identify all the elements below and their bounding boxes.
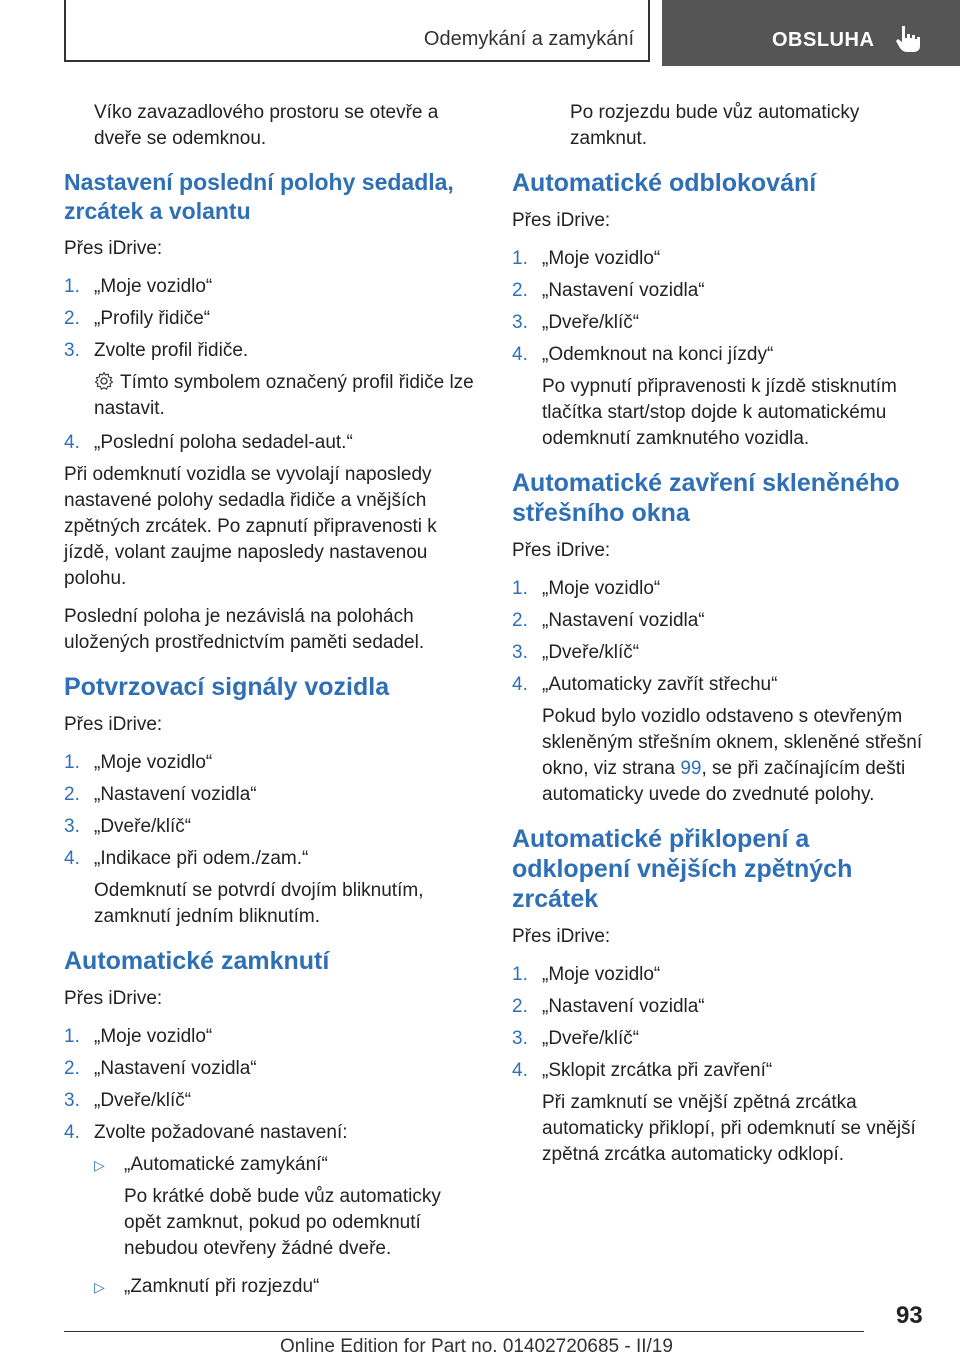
paragraph: Při odemknutí vozidla se vyvolají naposledy nastavené polohy sedadla řidiče a vnějších zpětných zrcátek. Po zapnutí připravenosti k jízdě, volant zaujme naposledy nastavenou polohu. bbox=[64, 464, 437, 589]
list-item: 4. Zvolte požadované nastavení: bbox=[64, 1122, 348, 1143]
list-item: 1. „Moje vozidlo“ bbox=[512, 964, 661, 985]
option-item: ▷ „Zamknutí při rozjezdu“ bbox=[64, 1274, 482, 1300]
list-item: 2. „Nastavení vozidla“ bbox=[512, 280, 705, 301]
footer-divider bbox=[64, 1331, 864, 1332]
list-item: 1. „Moje vozidlo“ bbox=[64, 1026, 213, 1047]
via-idrive: Přes iDrive: bbox=[64, 714, 163, 735]
via-idrive: Přes iDrive: bbox=[512, 210, 611, 231]
option-item: ▷ „Automatické zamykání“ bbox=[64, 1152, 482, 1178]
list-item: 1. „Moje vozidlo“ bbox=[512, 248, 661, 269]
left-column bbox=[64, 100, 482, 1306]
section-tab-label: OBSLUHA bbox=[772, 29, 875, 51]
header-frame bbox=[64, 0, 650, 62]
heading-auto-unlock: Automatické odblokování bbox=[512, 169, 817, 197]
right-column bbox=[512, 100, 930, 1176]
via-idrive: Přes iDrive: bbox=[512, 540, 611, 561]
list-item: 4. „Automaticky zavřít střechu“ bbox=[512, 674, 778, 695]
edition-note: Online Edition for Part no. 01402720685 - II/19 bbox=[280, 1336, 673, 1357]
list-item: 2. „Nastavení vozidla“ bbox=[512, 996, 705, 1017]
list-item: 3. „Dveře/klíč“ bbox=[64, 1090, 192, 1111]
intro-text: Po rozjezdu bude vůz automaticky zamknut. bbox=[570, 102, 860, 149]
page-reference-link[interactable]: 99 bbox=[680, 758, 702, 779]
gear-icon bbox=[94, 371, 114, 391]
page-number: 93 bbox=[896, 1302, 923, 1329]
item-description: Při zamknutí se vnější zpětná zrcátka automaticky přiklopí, při odemknutí se vnější zpětná zrcátka automaticky odklopí. bbox=[542, 1092, 916, 1165]
section-tab[interactable] bbox=[662, 0, 960, 66]
item-description: Po vypnutí připravenosti k jízdě stisknutím tlačítka start/stop dojde k automatickému odemknutí zamknutého vozidla. bbox=[542, 376, 897, 449]
steps-list bbox=[64, 274, 482, 364]
list-item: 4. „Poslední poloha sedadel-aut.“ bbox=[64, 432, 353, 453]
heading-seat-memory: Nastavení poslední polohy sedadla, zrcátek a volantu bbox=[64, 169, 454, 224]
list-item: 3. „Dveře/klíč“ bbox=[512, 1028, 640, 1049]
list-item: 3. Zvolte profil řidiče. bbox=[64, 340, 249, 361]
item-description: Odemknutí se potvrdí dvojím bliknutím, zamknutí jedním bliknutím. bbox=[94, 880, 424, 927]
list-item: 2. „Nastavení vozidla“ bbox=[512, 610, 705, 631]
list-item: 2. „Profily řidiče“ bbox=[64, 308, 211, 329]
list-item: 4. „Odemknout na konci jízdy“ bbox=[512, 344, 774, 365]
item-description: Pokud bylo vozidlo odstaveno s otevřeným skleněným střešním oknem, skleněné střešní okno, viz strana 99, se při začínajícím dešti automaticky uvede do zvednuté polohy. bbox=[542, 706, 923, 805]
triangle-bullet-icon: ▷ bbox=[94, 1279, 105, 1295]
list-item: 3. „Dveře/klíč“ bbox=[64, 816, 192, 837]
list-item: 2. „Nastavení vozidla“ bbox=[64, 1058, 257, 1079]
via-idrive: Přes iDrive: bbox=[64, 238, 163, 259]
intro-text: Víko zavazadlového prostoru se otevře a dveře se odemknou. bbox=[94, 102, 439, 149]
list-item: 2. „Nastavení vozidla“ bbox=[64, 784, 257, 805]
pointing-hand-icon bbox=[894, 24, 922, 54]
settings-note: Tímto symbolem označený profil řidiče lze nastavit. bbox=[94, 372, 474, 419]
paragraph: Poslední poloha je nezávislá na polohách uložených prostřednictvím paměti sedadel. bbox=[64, 606, 425, 653]
via-idrive: Přes iDrive: bbox=[512, 926, 611, 947]
triangle-bullet-icon: ▷ bbox=[94, 1157, 105, 1173]
list-item: 1. „Moje vozidlo“ bbox=[64, 276, 213, 297]
option-description: Po krátké době bude vůz automaticky opět zamknut, pokud po odemknutí nebudou otevřeny žádné dveře. bbox=[124, 1186, 441, 1259]
heading-auto-close-sunroof: Automatické zavření skleněného střešního okna bbox=[512, 469, 900, 527]
via-idrive: Přes iDrive: bbox=[64, 988, 163, 1009]
list-item: 1. „Moje vozidlo“ bbox=[64, 752, 213, 773]
heading-confirmation-signals: Potvrzovací signály vozidla bbox=[64, 673, 390, 701]
page-header bbox=[0, 0, 960, 66]
heading-auto-lock: Automatické zamknutí bbox=[64, 947, 330, 975]
list-item: 3. „Dveře/klíč“ bbox=[512, 642, 640, 663]
chapter-title: Odemykání a zamykání bbox=[423, 28, 634, 50]
list-item: 4. „Sklopit zrcátka při zavření“ bbox=[512, 1060, 773, 1081]
list-item: 4. „Indikace při odem./zam.“ bbox=[64, 848, 309, 869]
list-item: 1. „Moje vozidlo“ bbox=[512, 578, 661, 599]
list-item: 3. „Dveře/klíč“ bbox=[512, 312, 640, 333]
heading-auto-fold-mirrors: Automatické přiklopení a odklopení vnějších zpětných zrcátek bbox=[512, 825, 853, 913]
